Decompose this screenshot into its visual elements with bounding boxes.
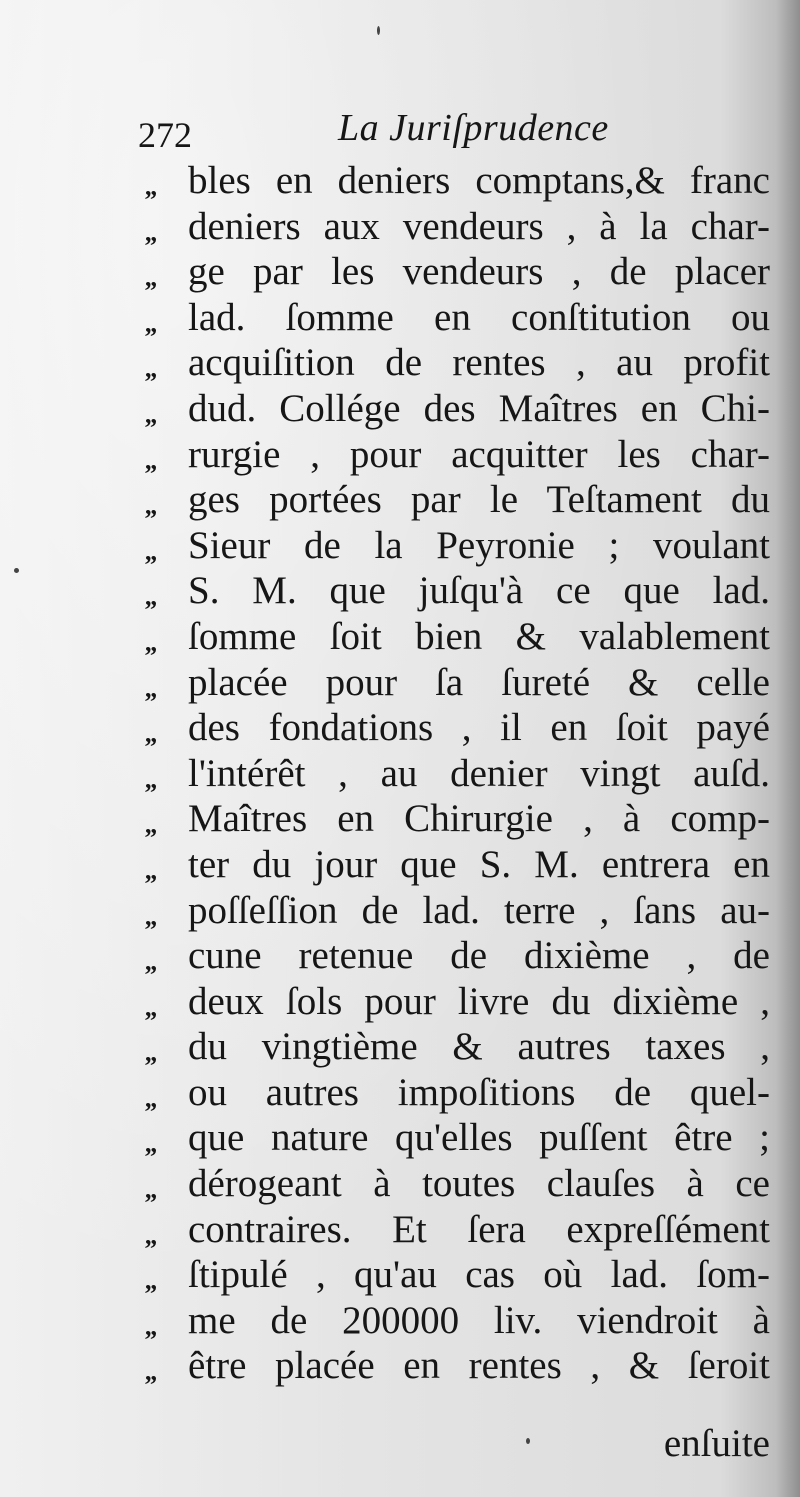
line-text: des fondations , il en ſoit payé bbox=[188, 706, 770, 750]
text-line bbox=[0, 1252, 800, 1298]
quotation-mark: ,, bbox=[145, 810, 156, 840]
quotation-mark: ,, bbox=[145, 308, 156, 338]
text-line bbox=[0, 842, 800, 888]
quotation-mark: ,, bbox=[145, 217, 156, 247]
body-text bbox=[0, 158, 800, 1389]
line-text: S. M. que juſqu'à ce que lad. bbox=[188, 569, 770, 613]
ink-speck bbox=[377, 26, 380, 35]
text-line bbox=[0, 477, 800, 523]
quotation-mark: ,, bbox=[145, 901, 156, 931]
quotation-mark: ,, bbox=[145, 1266, 156, 1296]
quotation-mark: ,, bbox=[145, 172, 156, 201]
quotation-mark: ,, bbox=[145, 1220, 156, 1250]
quotation-mark: ,, bbox=[145, 719, 156, 749]
line-text: contraires. Et ſera expreſſément bbox=[188, 1207, 770, 1251]
line-text: ges portées par le Teſtament du bbox=[188, 478, 770, 522]
line-text: Sieur de la Peyronie ; voulant bbox=[188, 523, 770, 567]
quotation-mark: ,, bbox=[145, 445, 156, 475]
ink-speck bbox=[526, 1438, 530, 1444]
quotation-mark: ,, bbox=[145, 491, 156, 521]
text-line bbox=[0, 705, 800, 751]
quotation-mark: ,, bbox=[145, 1083, 156, 1113]
line-text: cune retenue de dixième , de bbox=[188, 934, 770, 978]
line-text: ge par les vendeurs , de placer bbox=[188, 250, 770, 294]
text-line bbox=[0, 796, 800, 842]
quotation-mark: ,, bbox=[145, 1311, 156, 1341]
line-text: être placée en rentes , & ſeroit bbox=[188, 1344, 770, 1388]
quotation-mark: ,, bbox=[145, 399, 156, 429]
quotation-mark: ,, bbox=[145, 1357, 156, 1387]
text-line bbox=[0, 751, 800, 797]
quotation-mark: ,, bbox=[145, 1175, 156, 1205]
line-text: lad. ſomme en conſtitution ou bbox=[188, 295, 770, 339]
line-text: que nature qu'elles puſſent être ; bbox=[188, 1116, 770, 1160]
text-line bbox=[0, 888, 800, 934]
line-text: poſſeſſion de lad. terre , ſans au- bbox=[188, 888, 770, 932]
text-line bbox=[0, 340, 800, 386]
line-text: placée pour ſa ſureté & celle bbox=[188, 660, 770, 704]
line-text: rurgie , pour acquitter les char- bbox=[188, 432, 770, 476]
line-text: ſomme ſoit bien & valablement bbox=[188, 614, 770, 658]
page-header bbox=[0, 104, 800, 160]
text-line bbox=[0, 295, 800, 341]
quotation-mark: ,, bbox=[145, 627, 156, 657]
line-text: ou autres impoſitions de quel- bbox=[188, 1070, 770, 1114]
catchword: enſuite bbox=[663, 1422, 770, 1465]
quotation-mark: ,, bbox=[145, 582, 156, 612]
text-line bbox=[0, 660, 800, 706]
running-title: La Juriſprudence bbox=[338, 107, 609, 149]
line-text: l'intérêt , au denier vingt auſd. bbox=[188, 751, 770, 795]
line-text: acquiſition de rentes , au profit bbox=[188, 341, 770, 385]
quotation-mark: ,, bbox=[145, 855, 156, 885]
quotation-mark: ,, bbox=[145, 947, 156, 977]
text-line bbox=[0, 1207, 800, 1253]
line-text: deniers aux vendeurs , à la char- bbox=[188, 204, 770, 248]
text-line bbox=[0, 614, 800, 660]
quotation-mark: ,, bbox=[145, 263, 156, 293]
text-line bbox=[0, 1298, 800, 1344]
quotation-mark: ,, bbox=[145, 536, 156, 566]
quotation-mark: ,, bbox=[145, 354, 156, 384]
line-text: ter du jour que S. M. entrera en bbox=[188, 842, 770, 886]
text-line bbox=[0, 249, 800, 295]
text-line bbox=[0, 432, 800, 478]
text-line bbox=[0, 386, 800, 432]
text-line bbox=[0, 1343, 800, 1389]
line-text: deux ſols pour livre du dixième , bbox=[188, 979, 770, 1023]
line-text: Maîtres en Chirurgie , à comp- bbox=[188, 797, 770, 841]
quotation-mark: ,, bbox=[145, 1038, 156, 1068]
line-text: ſtipulé , qu'au cas où lad. ſom- bbox=[188, 1253, 770, 1297]
text-line bbox=[0, 933, 800, 979]
text-line bbox=[0, 523, 800, 569]
quotation-mark: ,, bbox=[145, 764, 156, 794]
line-text: du vingtième & autres taxes , bbox=[188, 1025, 770, 1069]
text-line bbox=[0, 568, 800, 614]
quotation-mark: ,, bbox=[145, 1129, 156, 1159]
line-text: dérogeant à toutes clauſes à ce bbox=[188, 1162, 770, 1206]
page-number: 272 bbox=[138, 115, 192, 155]
text-line bbox=[0, 1070, 800, 1116]
text-line bbox=[0, 158, 800, 204]
quotation-mark: ,, bbox=[145, 992, 156, 1022]
quotation-mark: ,, bbox=[145, 673, 156, 703]
text-line bbox=[0, 204, 800, 250]
text-line bbox=[0, 1161, 800, 1207]
line-text: bles en deniers comptans,& franc bbox=[188, 159, 770, 202]
text-line bbox=[0, 979, 800, 1025]
line-text: me de 200000 liv. viendroit à bbox=[188, 1298, 770, 1342]
line-text: dud. Collége des Maîtres en Chi- bbox=[188, 386, 770, 430]
text-line bbox=[0, 1115, 800, 1161]
text-line bbox=[0, 1024, 800, 1070]
